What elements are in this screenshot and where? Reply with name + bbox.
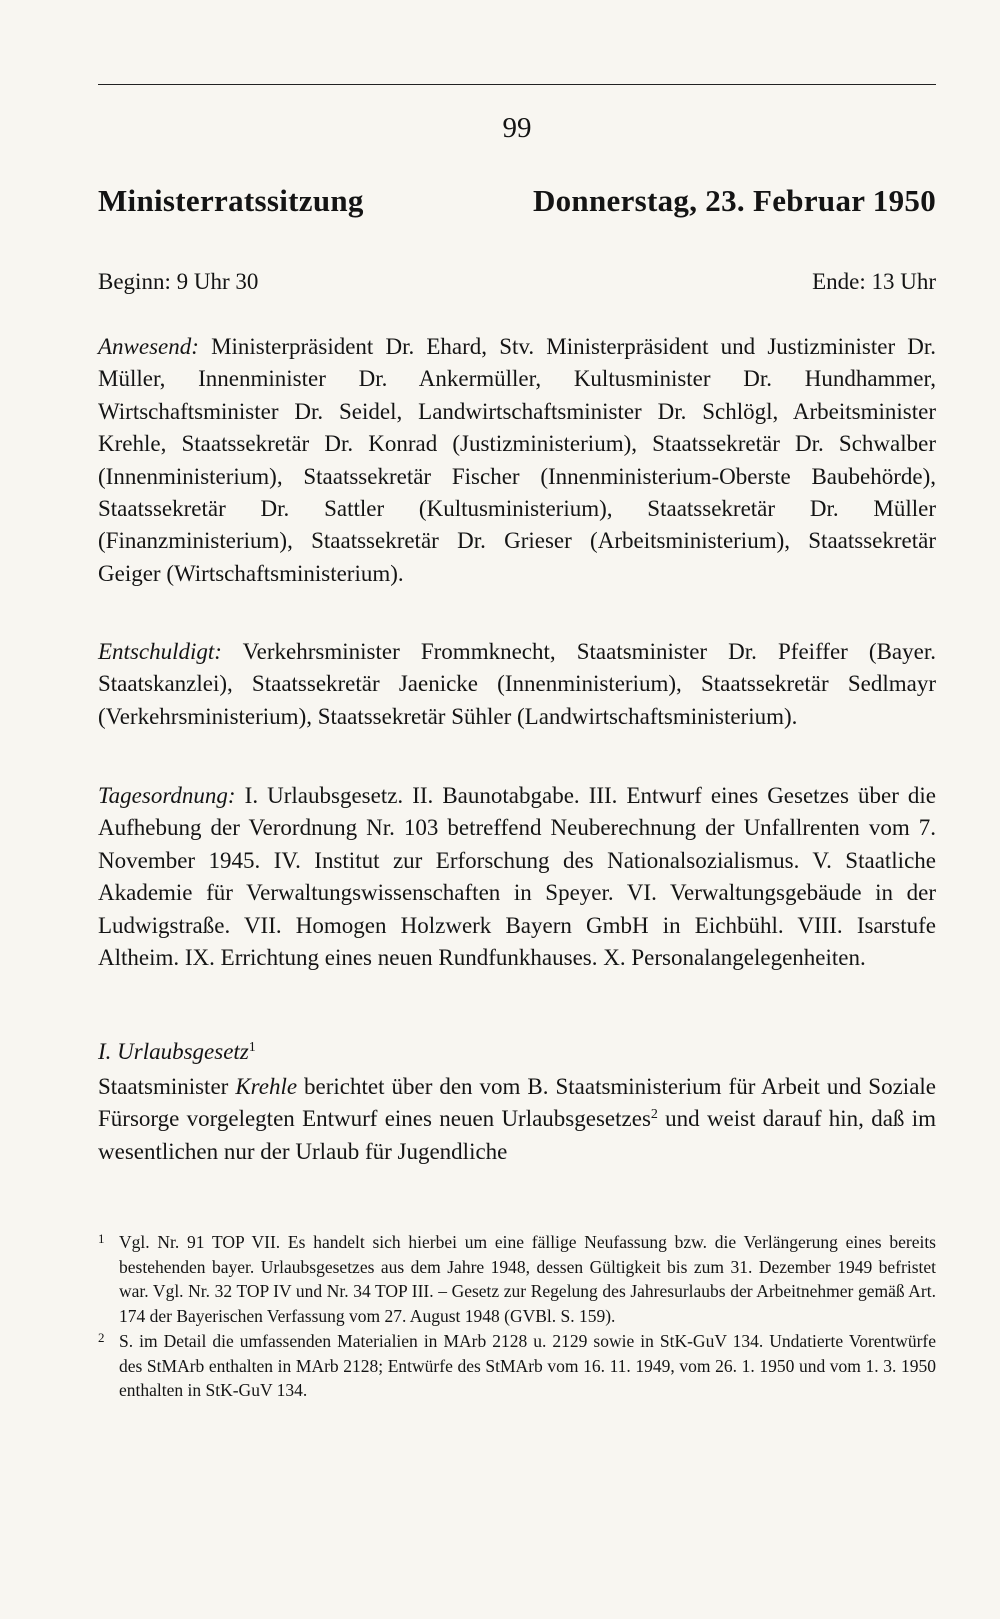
document-page (98, 0, 936, 1619)
section-title: I. Urlaubsgesetz (98, 1039, 249, 1064)
end-time: Ende: 13 Uhr (812, 269, 936, 294)
para-end: und weist darauf hin, daß im wesentlichen nur der Urlaub für Jugendliche (98, 1106, 936, 1164)
attendance-excused (98, 636, 936, 733)
footnote-1 (98, 1230, 936, 1328)
agenda (98, 780, 936, 974)
footnote-text: Vgl. Nr. 91 TOP VII. Es handelt sich hierbei um eine fällige Neufassung bzw. die Verlängerung eines bereits bestehenden bayer. Urlaubsgesetzes aus dem Jahre 1948, dessen Gültigkeit bis zum 31. Dezember 1949 befristet war. Vgl. Nr. 32 TOP IV und Nr. 34 TOP III. – Gesetz zur Regelung des Jahresurlaubs der Arbeitnehmer gemäß Art. 174 der Bayerischen Verfassung vom 27. August 1948 (GVBl. S. 159). (119, 1232, 936, 1326)
footnote-2 (98, 1329, 936, 1403)
session-times (98, 266, 936, 298)
excused-label: Entschuldigt: (98, 639, 222, 664)
agenda-items: I. Urlaubsgesetz. II. Baunotabgabe. III. Entwurf eines Gesetzes über die Aufhebung der Verordnung Nr. 103 betreffend Neuberechnung der Unfallrenten vom 7. November 1945. IV. Institut zur Erforschung des Nationalsozialismus. V. Staatliche Akademie für Verwaltungswissenschaften in Speyer. VI. Verwaltungsgebäude in der Ludwigstraße. VII. Homogen Holzwerk Bayern GmbH in Eichbühl. VIII. Isarstufe Altheim. IX. Errichtung eines neuen Rundfunkhauses. X. Personalangelegenheiten. (98, 783, 937, 971)
excused-list: Verkehrsminister Frommknecht, Staatsminister Dr. Pfeiffer (Bayer. Staatskanzlei), Staatssekretär Jaenicke (Innenministerium), Staatssekretär Sedlmayr (Verkehrsministerium), Staatssekretär Sühler (Landwirtschaftsministerium). (98, 639, 936, 729)
footnotes (98, 1230, 936, 1404)
session-title: Ministerratssitzung (98, 183, 364, 218)
begin-time: Beginn: 9 Uhr 30 (98, 269, 259, 294)
footnote-ref-2: 2 (650, 1107, 658, 1123)
present-list: Ministerpräsident Dr. Ehard, Stv. Ministerpräsident und Justizminister Dr. Müller, Innenminister Dr. Ankermüller, Kultusminister Dr. Hundhammer, Wirtschaftsminister Dr. Seidel, Landwirtschaftsminister Dr. Schlögl, Arbeitsminister Krehle, Staatssekretär Dr. Konrad (Justizministerium), Staatssekretär Dr. Schwalber (Innenministerium), Staatssekretär Fischer (Innenministerium-Oberste Baubehörde), Staatssekretär Dr. Sattler (Kultusministerium), Staatssekretär Dr. Müller (Finanzministerium), Staatssekretär Dr. Grieser (Arbeitsministerium), Staatssekretär Geiger (Wirtschaftsministerium). (98, 334, 936, 586)
header-rule (98, 84, 936, 85)
agenda-label: Tagesordnung: (98, 783, 236, 808)
para-middle: berichtet über den vom B. Staatsministerium für Arbeit und Soziale Fürsorge vorgelegten Entwurf eines neuen Urlaubsgesetzes (98, 1074, 936, 1132)
footnote-ref-1: 1 (248, 1040, 256, 1055)
attendance-present (98, 331, 936, 590)
session-date: Donnerstag, 23. Februar 1950 (532, 183, 936, 218)
footnote-number: 2 (98, 1330, 105, 1345)
session-heading (98, 181, 936, 221)
present-label: Anwesend: (98, 334, 199, 359)
footnote-number: 1 (98, 1231, 105, 1246)
minister-name: Krehle (235, 1074, 298, 1099)
page-number: 99 (502, 112, 532, 144)
footnote-text: S. im Detail die umfassenden Materialien in MArb 2128 u. 2129 sowie in StK-GuV 134. Undatierte Vorentwürfe des StMArb enthalten in MArb 2128; Entwürfe des StMArb vom 16. 11. 1949, vom 26. 1. 1950 und vom 1. 3. 1950 enthalten in StK-GuV 134. (119, 1331, 936, 1400)
para-start: Staatsminister (98, 1074, 229, 1099)
section-paragraph (98, 1071, 936, 1168)
section-heading (98, 1036, 936, 1068)
